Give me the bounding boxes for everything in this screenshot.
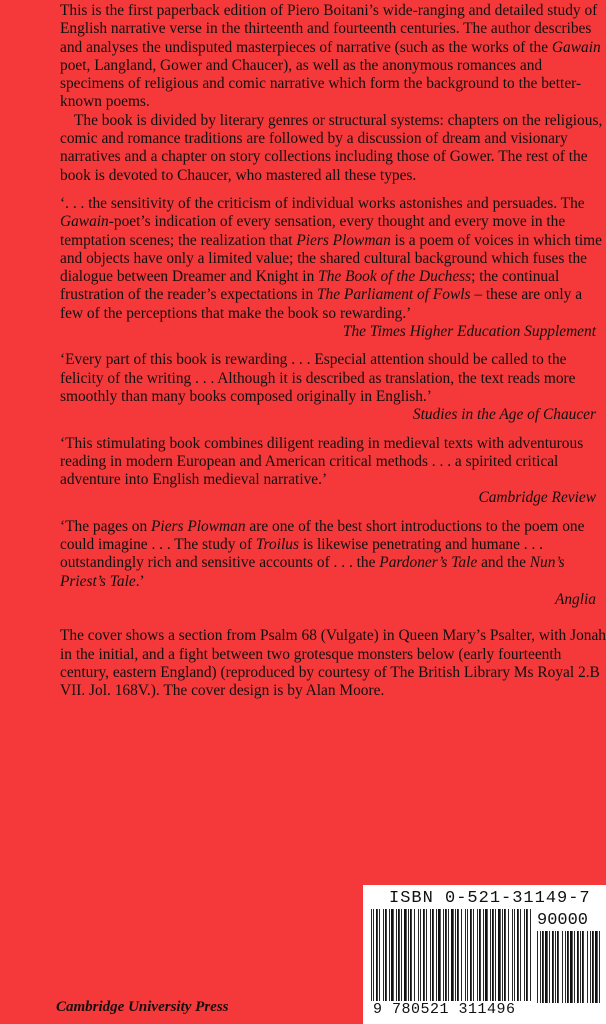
barcode-bar (438, 909, 441, 1001)
barcode-bar (492, 909, 494, 1001)
barcode-bar (477, 909, 478, 1001)
quote-text (60, 195, 606, 323)
barcode-bar (514, 909, 515, 1001)
quote-text: ‘This stimulating book combines diligent reading in medieval texts with adventurous reading in modern European and American critical methods . . . a spirited critical adventure into English medieval narrative.’ (60, 434, 584, 489)
title-parliament-of-fowls: The Parliament of Fowls (317, 286, 471, 304)
description-paragraph-2: The book is divided by literary genres or structural systems: chapters on the religious, comic and romance traditions are followed by a discussion of dream and visionary narratives and a chapter on story collections including those of Gower. The rest of the book is devoted to Chaucer, who mastered all these types. (60, 111, 603, 184)
barcode-bar (530, 909, 531, 1001)
barcode-bar (577, 931, 579, 1003)
barcode-bar (404, 909, 407, 1001)
barcode-bar (461, 909, 462, 1001)
quote-text (60, 518, 606, 591)
barcode-bar (398, 909, 400, 1001)
barcode-bar (408, 909, 409, 1001)
barcode-bar (542, 931, 544, 1003)
barcode-bar (451, 909, 454, 1001)
barcode-bar (512, 909, 513, 1001)
text-run: ‘. . . the sensitivity of the criticism of individual works astonishes and persuades. The (60, 194, 585, 212)
cover-credit: The cover shows a section from Psalm 68 (Vulgate) in Queen Mary’s Psalter, with Jonah in the initial, and a fight between two grotesque monsters below (early fourteenth century, eastern England) (reproduced by courtesy of The British Library Ms Royal 2.B VII. Jol. 168V.). The cover design is by Alan Moore. (60, 627, 606, 700)
barcode-bar (445, 909, 447, 1001)
title-book-of-duchess: The Book of the Duchess (318, 268, 472, 286)
text-run: ‘The pages on (60, 517, 152, 535)
barcode-bar (470, 909, 472, 1001)
text-run: is likewise penetrating and humane . . . outstandingly rich and sensitive accounts of . . . the (60, 536, 544, 572)
barcode-bar (495, 909, 496, 1001)
barcode-bar (376, 909, 378, 1001)
barcode-bar (520, 909, 521, 1001)
review-quote-1 (60, 195, 606, 341)
barcode-bar (540, 931, 541, 1003)
barcode-bar (498, 909, 501, 1001)
quote-source: The Times Higher Education Supplement (342, 323, 596, 341)
barcode-bar (552, 931, 554, 1003)
ean-number: 9 780521 311496 (373, 1001, 516, 1018)
title-gawain: Gawain (60, 213, 109, 231)
barcode-bar (455, 909, 456, 1001)
barcode-bar (385, 909, 387, 1001)
quote-source: Anglia (554, 590, 596, 608)
barcode-bar (549, 931, 550, 1003)
barcode-bar (580, 931, 581, 1003)
barcode-bar (570, 931, 573, 1003)
book-description (60, 0, 606, 185)
ean-barcode-bars (371, 909, 531, 1001)
barcode-bar (545, 931, 548, 1003)
barcode-bar (508, 909, 509, 1001)
barcode-bar (574, 931, 575, 1003)
description-paragraph-1 (60, 0, 606, 112)
barcode-bar (490, 909, 491, 1001)
barcode-bar (599, 931, 600, 1003)
text-run: -poet’s indication of every sensation, every thought and every move in the temptation scenes; the realization that (60, 213, 566, 249)
title-pardoners-tale: Pardoner’s Tale (379, 554, 478, 572)
barcode-bar (448, 909, 449, 1001)
barcode-bar (457, 909, 459, 1001)
barcode-bar (391, 909, 394, 1001)
barcode-bar (418, 909, 419, 1001)
barcode-bar (587, 931, 588, 1003)
text-run: poet, Langland, Gower and Chaucer), as well as the anonymous romances and specimens of religious and comic narrative which form the background to the better-known poems. (60, 56, 582, 111)
quote-source: Cambridge Review (478, 489, 596, 507)
barcode-bar (420, 909, 421, 1001)
price-code: 90000 (537, 911, 589, 930)
text-run: is a poem of voices in which time and objects have only a limited value; the shared cultural background which fuses the dialogue between Dreamer and Knight in (60, 231, 602, 286)
text-run: – these are only a few of the perceptions that make the book so rewarding.’ (60, 286, 583, 322)
title-piers-plowman: Piers Plowman (296, 231, 391, 249)
barcode-bar (555, 931, 556, 1003)
title-nuns-priests-tale: Nun’s Priest’s Tale (60, 554, 565, 590)
barcode-bar (371, 909, 372, 1001)
barcode-bar (517, 909, 519, 1001)
barcode-bar (465, 909, 466, 1001)
barcode-bar (595, 931, 598, 1003)
barcode-bar (479, 909, 481, 1001)
barcode-bar (537, 931, 538, 1003)
barcode-bar (485, 909, 488, 1001)
barcode-bar (401, 909, 402, 1001)
back-cover-text (60, 0, 606, 700)
title-piers-plowman: Piers Plowman (151, 517, 246, 535)
barcode-bar (379, 909, 380, 1001)
barcode-bar (473, 909, 474, 1001)
barcode-bar (430, 909, 431, 1001)
barcode-bar (383, 909, 384, 1001)
barcode-bar (436, 909, 437, 1001)
text-run: .’ (135, 572, 145, 590)
barcode-bar (590, 931, 591, 1003)
barcode-bar (592, 931, 594, 1003)
review-quote-3 (60, 435, 606, 508)
barcode-bar (410, 909, 412, 1001)
barcode-bar (565, 931, 566, 1003)
barcode-bar (582, 931, 584, 1003)
addon-barcode-bars (537, 931, 601, 1003)
barcode-bar (567, 931, 569, 1003)
barcode-bar (526, 909, 528, 1001)
isbn-text: ISBN 0-521-31149-7 (389, 889, 591, 908)
barcode-bar (423, 909, 425, 1001)
publisher-name: Cambridge University Press (56, 999, 229, 1015)
barcode-bar (414, 909, 415, 1001)
barcode-bar (467, 909, 468, 1001)
text-run: are one of the best short introductions to the poem one could imagine . . . The study of (60, 517, 585, 554)
barcode-bar (373, 909, 374, 1001)
title-gawain: Gawain (551, 38, 601, 56)
barcode-bar (443, 909, 444, 1001)
barcode-bar (426, 909, 427, 1001)
text-run: ; the continual frustration of the reader’s expectations in (60, 268, 560, 304)
barcode-bar (396, 909, 397, 1001)
barcode-label (363, 885, 606, 1024)
barcode-bar (389, 909, 390, 1001)
barcode-bar (524, 909, 525, 1001)
barcode-bar (557, 931, 559, 1003)
barcode-bar (483, 909, 484, 1001)
text-run: This is the first paperback edition of Piero Boitani’s wide-ranging and detailed study of English narrative verse in the thirteenth and fourteenth centuries. The author describes and analyses the undisputed masterpieces of narrative (such as the works of the (60, 2, 598, 56)
barcode-bar (432, 909, 434, 1001)
review-quote-4 (60, 518, 606, 609)
quote-source: Studies in the Age of Chaucer (412, 406, 596, 424)
barcode-bar (502, 909, 503, 1001)
quote-text: ‘Every part of this book is rewarding . . . Especial attention should be called to the felicity of the writing . . . Although it is described as translation, the text reads more smoothly than many books composed originally in English.’ (60, 351, 576, 405)
text-run: and the (477, 554, 530, 572)
barcode-bar (504, 909, 506, 1001)
barcode-bar (562, 931, 563, 1003)
review-quote-2 (60, 351, 606, 424)
title-troilus: Troilus (255, 536, 299, 554)
